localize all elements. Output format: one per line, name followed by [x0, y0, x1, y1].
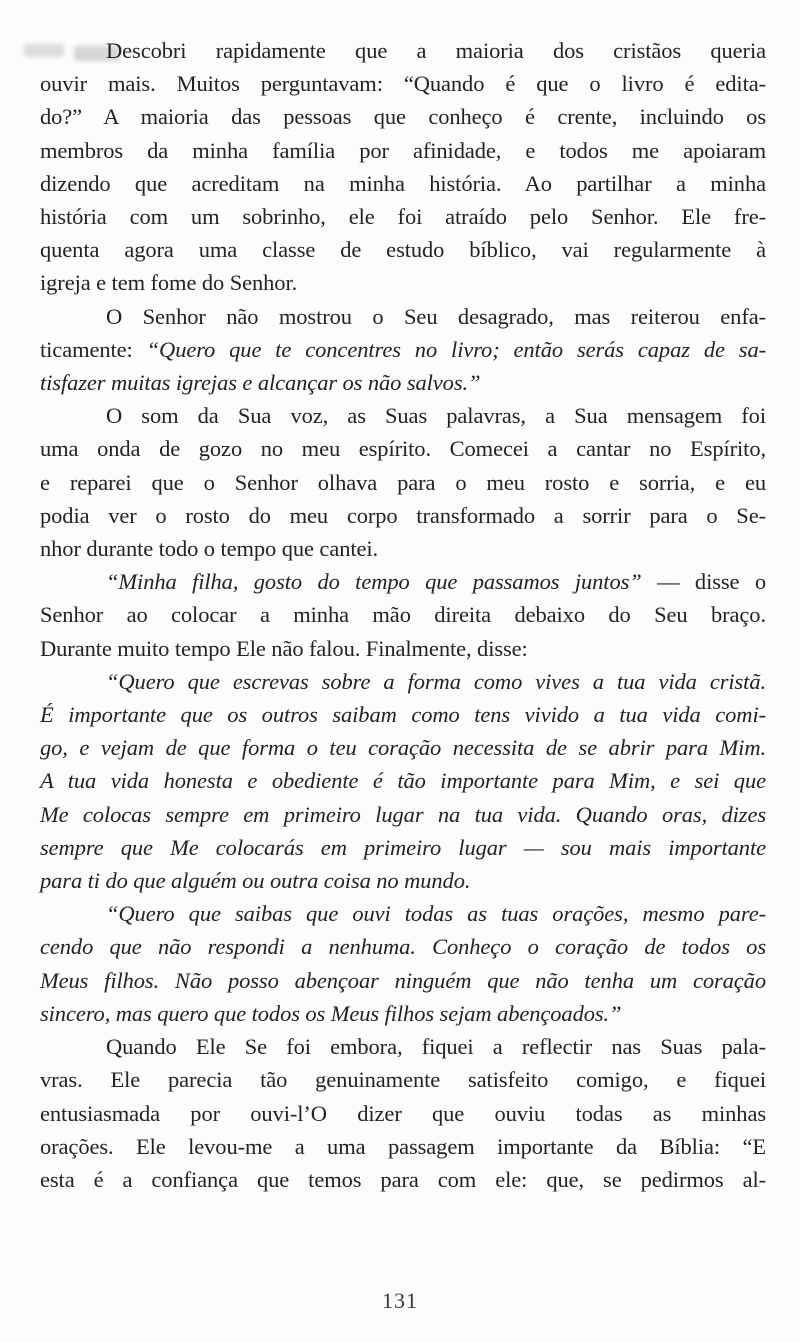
text-line — [40, 798, 766, 831]
text-line — [40, 665, 766, 698]
text-segment: O Senhor não mostrou o Seu desagrado, mas reiterou enfa- — [106, 303, 766, 329]
text-segment: sempre que Me colocarás em primeiro lugar — sou mais importante — [40, 834, 766, 860]
text-line — [40, 233, 766, 266]
text-segment: go, e vejam de que forma o teu coração necessita de se abrir para Mim. — [40, 735, 766, 761]
text-line — [40, 499, 766, 532]
text-line — [40, 134, 766, 167]
text-segment: esta é a confiança que temos para com ele: que, se pedirmos al- — [40, 1166, 766, 1192]
text-segment: para ti do que alguém ou outra coisa no mundo. — [40, 868, 471, 894]
text-segment: cendo que não respondi a nenhuma. Conheço o coração de todos os — [40, 934, 766, 960]
text-line — [40, 731, 766, 764]
text-segment: igreja e tem fome do Senhor. — [40, 270, 298, 296]
text-line — [40, 399, 766, 432]
text-line — [40, 1130, 766, 1163]
text-segment: uma onda de gozo no meu espírito. Comecei a cantar no Espírito, — [40, 436, 766, 462]
text-segment: vras. Ele parecia tão genuinamente satisfeito comigo, e fiquei — [40, 1067, 766, 1093]
text-line — [40, 300, 766, 333]
text-segment: membros da minha família por afinidade, e todos me apoiaram — [40, 137, 766, 163]
text-line — [40, 1063, 766, 1096]
text-segment: Descobri rapidamente que a maioria dos cristãos queria — [106, 38, 766, 63]
text-line — [40, 532, 766, 565]
paragraph — [40, 300, 766, 400]
text-line — [40, 964, 766, 997]
paragraph — [40, 897, 766, 1030]
text-line — [40, 930, 766, 963]
text-line — [40, 266, 766, 299]
text-segment: Quando Ele Se foi embora, fiquei a reflectir nas Suas pala- — [106, 1034, 766, 1060]
text-line — [40, 764, 766, 797]
text-segment: Me colocas sempre em primeiro lugar na tua vida. Quando oras, dizes — [40, 801, 766, 827]
paragraph — [40, 665, 766, 897]
text-line — [40, 432, 766, 465]
text-line — [40, 1097, 766, 1130]
text-segment: ouvir mais. Muitos perguntavam: “Quando é que o livro é edita- — [40, 71, 766, 97]
text-line — [40, 1163, 766, 1196]
text-line — [40, 366, 766, 399]
text-segment: tisfazer muitas igrejas e alcançar os não salvos.” — [40, 370, 481, 396]
text-line — [40, 698, 766, 731]
text-segment: O som da Sua voz, as Suas palavras, a Sua mensagem foi — [106, 403, 766, 429]
text-segment: história com um sobrinho, ele foi atraído pelo Senhor. Ele fre- — [40, 204, 766, 230]
text-line — [40, 333, 766, 366]
text-line — [40, 34, 766, 67]
text-line — [40, 565, 766, 598]
text-line — [40, 67, 766, 100]
paragraph — [40, 1030, 766, 1196]
text-segment: É importante que os outros saibam como tens vivido a tua vida comi- — [40, 702, 766, 728]
text-line — [40, 200, 766, 233]
text-line — [40, 997, 766, 1030]
text-segment: do?” A maioria das pessoas que conheço é crente, incluindo os — [40, 104, 766, 130]
text-line — [40, 897, 766, 930]
text-segment: — disse o — [641, 569, 766, 595]
text-segment: sincero, mas quero que todos os Meus filhos sejam abençoados.” — [40, 1000, 622, 1026]
text-line — [40, 864, 766, 897]
paragraph — [40, 399, 766, 565]
page-number: 131 — [382, 1288, 418, 1313]
text-line — [40, 598, 766, 631]
text-line — [40, 466, 766, 499]
text-segment: nhor durante todo o tempo que cantei. — [40, 536, 379, 562]
page-text — [40, 34, 766, 1196]
text-line — [40, 100, 766, 133]
text-segment: entusiasmada por ouvi-l’O dizer que ouviu todas as minhas — [40, 1100, 766, 1126]
paragraph — [40, 565, 766, 665]
text-line — [40, 632, 766, 665]
text-segment: dizendo que acreditam na minha história. Ao partilhar a minha — [40, 170, 766, 196]
text-segment: podia ver o rosto do meu corpo transformado a sorrir para o Se- — [40, 502, 766, 528]
text-segment: Durante muito tempo Ele não falou. Finalmente, disse: — [40, 635, 528, 661]
text-segment: Meus filhos. Não posso abençoar ninguém que não tenha um coração — [40, 967, 766, 993]
text-segment: “Quero que saibas que ouvi todas as tuas orações, mesmo pare- — [106, 901, 766, 927]
text-segment: quenta agora uma classe de estudo bíblico, vai regularmente à — [40, 237, 766, 263]
text-line — [40, 1030, 766, 1063]
text-segment: A tua vida honesta e obediente é tão importante para Mim, e sei que — [40, 768, 766, 794]
text-line — [40, 167, 766, 200]
paragraph — [40, 34, 766, 300]
text-segment: ticamente: — [40, 336, 147, 362]
text-line — [40, 831, 766, 864]
text-segment: “Minha filha, gosto do tempo que passamos juntos” — [106, 569, 642, 595]
text-segment: orações. Ele levou-me a uma passagem importante da Bíblia: “E — [40, 1133, 766, 1159]
text-segment: e reparei que o Senhor olhava para o meu rosto e sorria, e eu — [40, 469, 766, 495]
text-segment: “Quero que escrevas sobre a forma como vives a tua vida cristã. — [106, 668, 766, 694]
text-segment: “Quero que te concentres no livro; então serás capaz de sa- — [146, 336, 766, 362]
text-segment: Senhor ao colocar a minha mão direita debaixo do Seu braço. — [40, 602, 766, 628]
